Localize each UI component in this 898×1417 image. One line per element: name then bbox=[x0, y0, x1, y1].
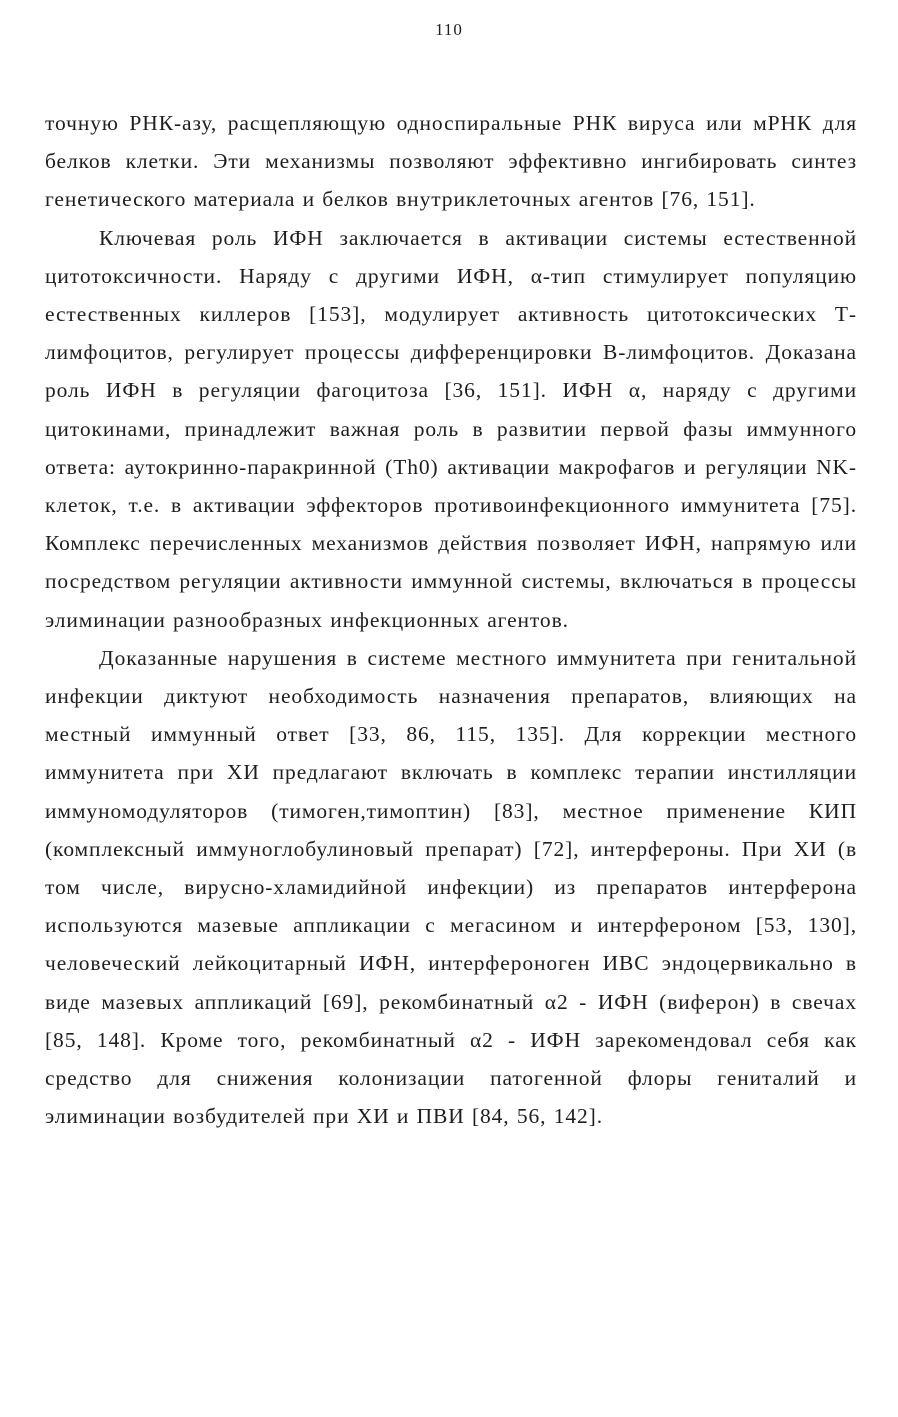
page-number: 110 bbox=[435, 20, 463, 39]
paragraph-3: Доказанные нарушения в системе местного иммунитета при генитальной инфекции диктуют необходимость назначения препаратов, влияющих на местный иммунный ответ [33, 86, 115, 135]. Для коррекции местного иммунитета при ХИ предлагают включать в комплекс терапии инстилляции иммуномодуляторов (тимоген,тимоптин) [83], местное применение КИП (комплексный иммуноглобулиновый препарат) [72], интерфероны. При ХИ (в том числе, вирусно-хламидийной инфекции) из препаратов интерферона используются мазевые аппликации с мегасином и интерфероном [53, 130], человеческий лейкоцитарный ИФН, интерфероноген ИВС эндоцервикально в виде мазевых аппликаций [69], рекомбинатный α2 - ИФН (виферон) в свечах [85, 148]. Кроме того, рекомбинатный α2 - ИФН зарекомендовал себя как средство для снижения колонизации патогенной флоры гениталий и элиминации возбудителей при ХИ и ПВИ [84, 56, 142]. bbox=[45, 645, 857, 1129]
paragraph-1: точную РНК-азу, расщепляющую односпиральные РНК вируса или мРНК для белков клетки. Эти механизмы позволяют эффективно ингибировать синтез генетического материала и белков внутриклеточных агентов [76, 151]. bbox=[45, 111, 857, 212]
paragraph-2: Ключевая роль ИФН заключается в активации системы естественной цитотоксичности. Наряду с другими ИФН, α-тип стимулирует популяцию естественных киллеров [153], модулирует активность цитотоксических Т-лимфоцитов, регулирует процессы дифференцировки В-лимфоцитов. Доказана роль ИФН в регуляции фагоцитоза [36, 151]. ИФН α, наряду с другими цитокинами, принадлежит важная роль в развитии первой фазы иммунного ответа: аутокринно-паракринной (Th0) активации макрофагов и регуляции NK-клеток, т.е. в активации эффекторов противоинфекционного иммунитета [75]. Комплекс перечисленных механизмов действия позволяет ИФН, напрямую или посредством регуляции активности иммунной системы, включаться в процессы элиминации разнообразных инфекционных агентов. bbox=[45, 225, 857, 632]
body-text bbox=[45, 104, 857, 1135]
